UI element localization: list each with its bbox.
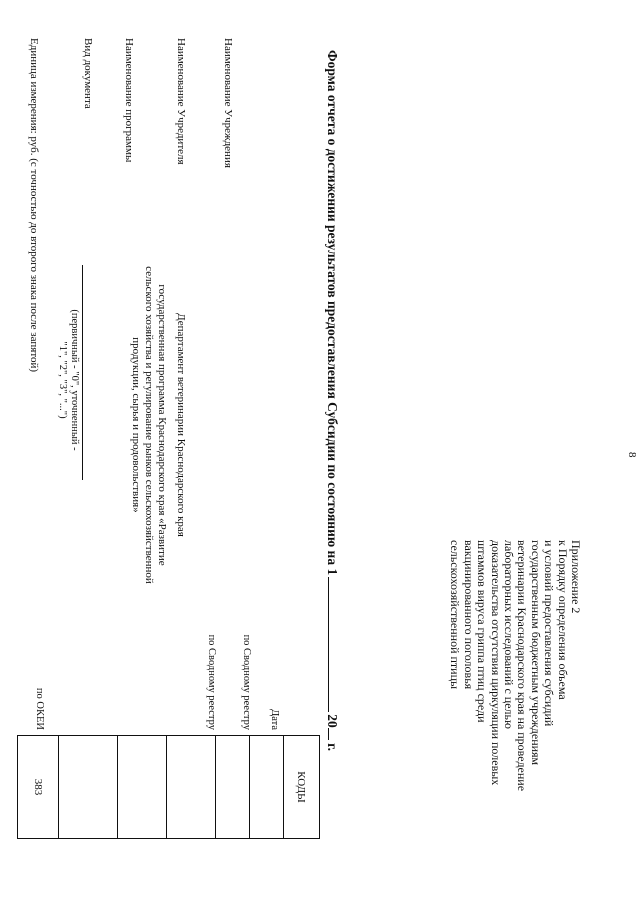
codes-header: КОДЫ (284, 736, 320, 839)
page-number: 8 (626, 452, 638, 458)
codes-cell[interactable] (118, 736, 167, 839)
appendix-line: государственным бюджетным учреждениям (528, 540, 543, 766)
form-title (324, 50, 340, 751)
appendix-line: и условий предоставления субсидий (542, 540, 557, 727)
title-year-prefix: 20 (325, 714, 340, 728)
appendix-line: сельскохозяйственной птицы (448, 540, 463, 690)
founder-value: Департамент ветеринарии Краснодарского края (175, 313, 187, 537)
title-text: Форма отчета о достижении результатов предоставления Субсидии по состоянию на 1 (325, 50, 340, 576)
doc-type-hint-line2: "1", "2", "3", "...") (57, 341, 68, 419)
doc-type-hint-line1: (первичный - "0", уточненный - (69, 309, 80, 451)
institution-label: Наименование Учреждения (222, 38, 234, 168)
program-label: Наименование программы (123, 38, 135, 163)
codes-row-label: Дата (269, 709, 280, 730)
appendix-line: вакцинированного поголовья (461, 540, 476, 690)
appendix-block (448, 540, 582, 870)
year-blank[interactable] (328, 728, 340, 740)
program-value-line3: продукции, сырья и продовольствия» (130, 337, 142, 513)
appendix-line: доказательства отсутствия циркуляции полевых (488, 540, 503, 786)
codes-row-label: по Сводному реестру (241, 634, 252, 730)
program-value-line2: сельского хозяйства и регулирование рынков сельскохозяйственной (143, 266, 155, 584)
appendix-line: штаммов вируса гриппа птиц среди (475, 540, 490, 723)
appendix-line: Приложение 2 (569, 540, 583, 614)
codes-cell[interactable] (167, 736, 216, 839)
codes-cell[interactable] (216, 736, 250, 839)
appendix-line: к Порядку определения объема (555, 540, 570, 700)
codes-row-label: по ОКЕИ (34, 687, 45, 730)
codes-cell[interactable] (250, 736, 284, 839)
codes-row-label: по Сводному реестру (206, 634, 217, 730)
title-year-suffix: г. (325, 743, 340, 752)
codes-table (17, 735, 320, 839)
doc-type-line[interactable] (82, 265, 84, 480)
founder-label: Наименование Учредителя (175, 38, 187, 165)
appendix-line: ветеринарии Краснодарского края на проведение (515, 540, 530, 792)
codes-cell[interactable] (59, 736, 118, 839)
appendix-line: лабораторных исследований с целью (501, 540, 516, 729)
day-month-blank[interactable] (328, 577, 340, 712)
codes-cell-okei[interactable]: 383 (18, 736, 59, 839)
unit-label: Единица измерения: руб. (с точностью до второго знака после запятой) (28, 38, 40, 373)
doc-type-label: Вид документа (82, 38, 94, 109)
program-value-line1: государственная программа Краснодарского края «Развитие (156, 284, 168, 566)
